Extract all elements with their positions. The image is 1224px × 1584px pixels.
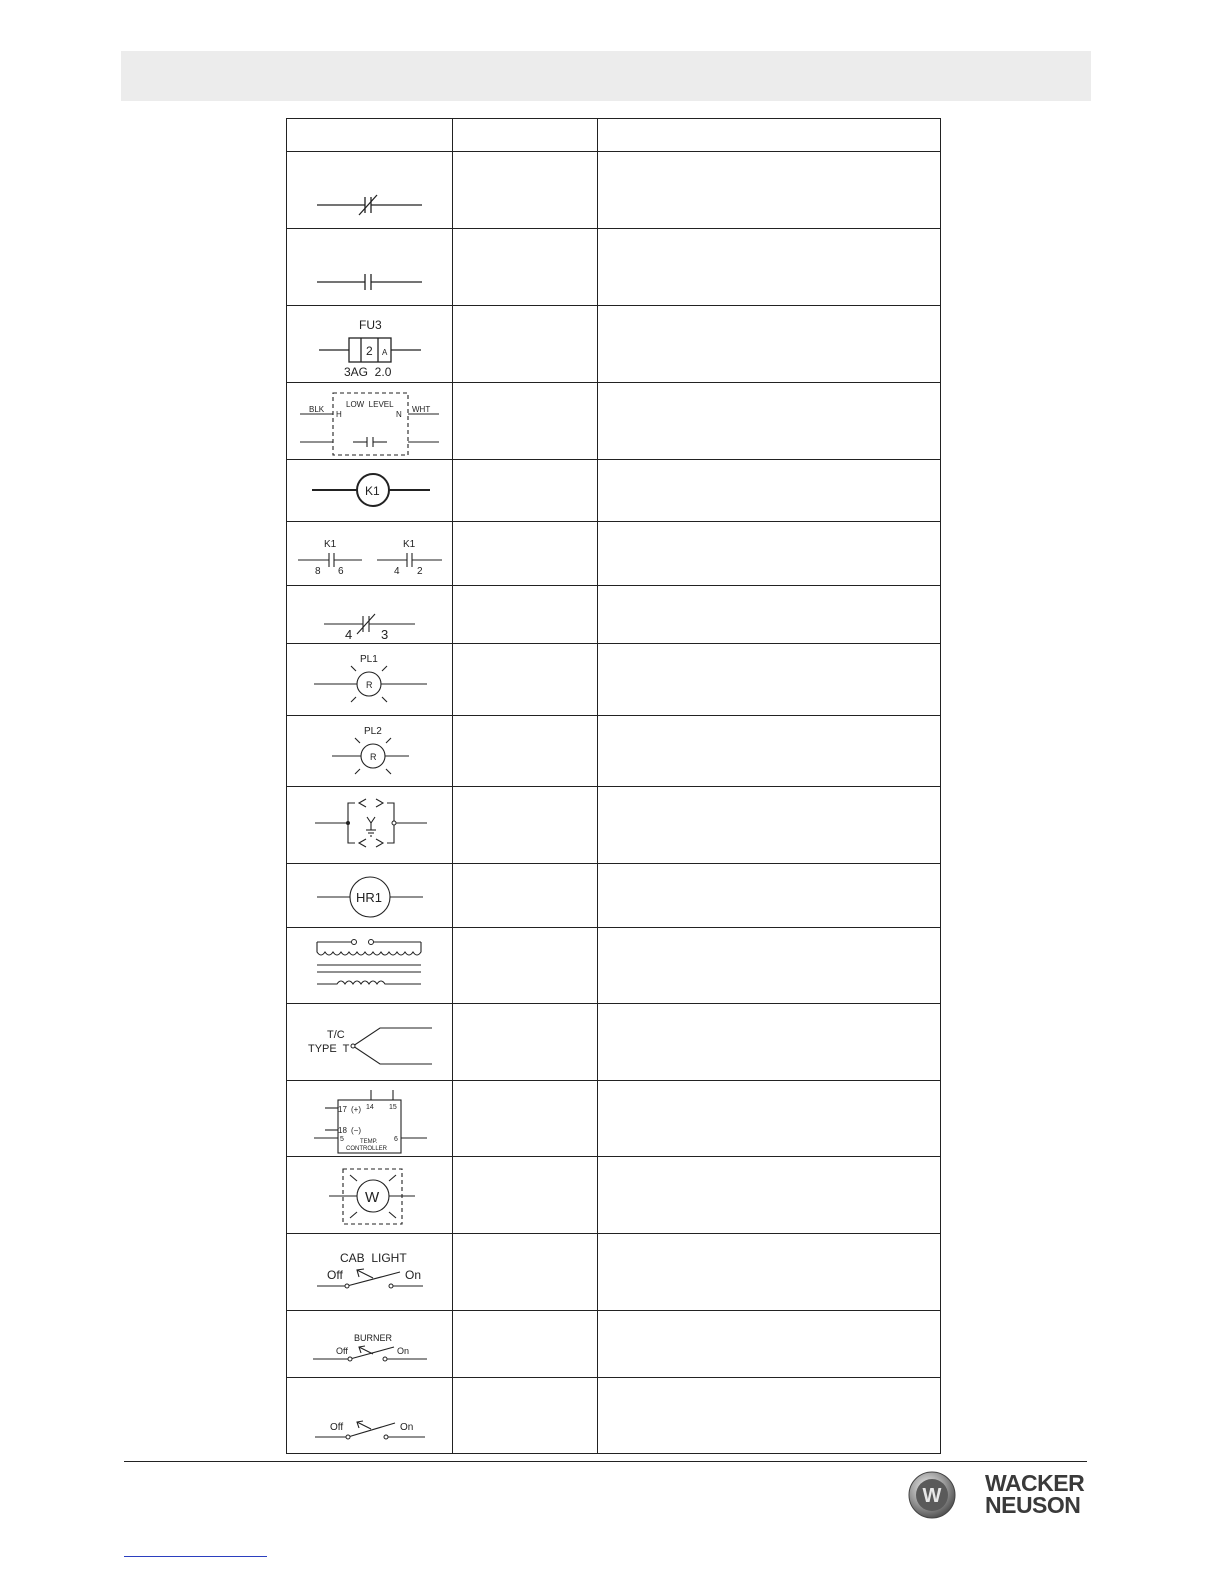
designation-cell [453,716,598,787]
designation-cell [453,383,598,460]
table-row [287,644,941,716]
logo-wordmark [985,1472,1084,1516]
header-designation [453,119,598,152]
thermocouple-symbol [287,1004,452,1080]
designation-cell [453,928,598,1004]
controller-label: CONTROLLER [346,1146,388,1152]
designation-cell [453,1311,598,1378]
temp-label: TEMP. [360,1139,378,1145]
transformer-symbol [287,928,452,1003]
wht-wire-label: WHT [412,405,431,414]
designation-cell [453,522,598,586]
terminal-6: 6 [394,1136,398,1143]
terminal-5: 5 [340,1136,344,1143]
normally-open-contact-symbol [287,229,452,305]
designation-cell [453,787,598,864]
nc-pin2: 3 [381,627,389,642]
table-row [287,864,941,928]
contact-a-pin1: 8 [315,566,321,577]
symbol-cell [287,1004,453,1081]
thermocouple-label: T/C [327,1029,345,1041]
terminal-17: 17 [338,1105,347,1114]
symbol-cell [287,460,453,522]
description-cell [598,383,941,460]
nc-pin1: 4 [345,627,353,642]
fuse-rating-label: 2 [366,344,373,358]
description-cell [598,152,941,229]
symbol-cell [287,1234,453,1311]
description-cell [598,864,941,928]
off-label: Off [327,1268,343,1282]
toggle-switch-symbol [287,1378,452,1453]
table-row [287,383,941,460]
logo-mark-letter: W [922,1485,942,1507]
relay-coil-symbol [287,460,452,521]
igniter-symbol [287,787,452,863]
description-cell [598,1311,941,1378]
switch-label: CAB LIGHT [340,1251,407,1265]
pilot-light-label: PL2 [364,726,382,737]
table-row [287,522,941,586]
table-header-row [287,119,941,152]
hot-terminal-label: H [336,410,342,419]
symbol-cell [287,1311,453,1378]
table-row [287,1378,941,1454]
symbol-cell [287,644,453,716]
designation-cell [453,152,598,229]
pilot-light-color: R [370,752,377,762]
designation-cell [453,1157,598,1234]
designation-cell [453,1081,598,1157]
description-cell [598,229,941,306]
table-row [287,787,941,864]
footer-rule [124,1461,1087,1462]
neutral-terminal-label: N [396,410,402,419]
table-row [287,716,941,787]
designation-cell [453,864,598,928]
symbol-cell [287,1081,453,1157]
bottom-link-underline[interactable] [124,1556,267,1557]
description-cell [598,644,941,716]
table-row [287,1157,941,1234]
terminal-15: 15 [389,1104,397,1111]
designation-cell [453,229,598,306]
symbol-cell [287,928,453,1004]
burner-switch-symbol [287,1311,452,1377]
on-label: On [400,1422,414,1433]
header-description [598,119,941,152]
table-row [287,1081,941,1157]
relay-nc-contact-symbol [287,586,452,643]
negative-label: (−) [351,1126,361,1135]
blk-wire-label: BLK [309,405,325,414]
symbol-cell [287,1157,453,1234]
on-label: On [405,1268,422,1282]
designation-cell [453,586,598,644]
designation-cell [453,460,598,522]
thermocouple-type: TYPE T [308,1043,350,1055]
table-row [287,152,941,229]
terminal-18: 18 [338,1126,347,1135]
hour-meter-symbol [287,864,452,927]
symbol-cell [287,787,453,864]
fuse-type-label: 3AG 2.0 [344,365,392,379]
symbol-cell [287,1378,453,1454]
wacker-neuson-logo [905,1468,1095,1522]
table-row [287,928,941,1004]
designation-cell [453,1004,598,1081]
description-cell [598,586,941,644]
symbol-cell [287,383,453,460]
contact-a-pin2: 6 [338,566,344,577]
designation-cell [453,1378,598,1454]
page-header-band [121,51,1091,101]
description-cell [598,716,941,787]
off-label: Off [330,1422,344,1433]
pilot-light-2-symbol [287,716,452,786]
description-cell [598,522,941,586]
wacker-neuson-logo-mark-icon [907,1470,957,1520]
logo-line-2: NEUSON [985,1492,1081,1518]
fuse-unit-label: A [382,348,388,357]
description-cell [598,306,941,383]
contact-b-label: K1 [403,539,416,550]
off-label: Off [336,1346,348,1356]
table-row [287,229,941,306]
fuse-id-label: FU3 [359,318,382,332]
low-level-switch-symbol [287,383,452,459]
table-row [287,1234,941,1311]
pilot-light-color: R [366,680,373,690]
description-cell [598,928,941,1004]
temperature-controller-symbol [287,1081,452,1156]
terminal-14: 14 [366,1104,374,1111]
table-row [287,306,941,383]
work-light-label: W [365,1189,380,1206]
table-row [287,1004,941,1081]
description-cell [598,1081,941,1157]
description-cell [598,1378,941,1454]
fuse-symbol [287,306,452,382]
contact-a-label: K1 [324,539,337,550]
table-row [287,1311,941,1378]
on-label: On [397,1346,410,1356]
description-cell [598,1004,941,1081]
relay-no-contacts-symbol [287,522,452,585]
description-cell [598,787,941,864]
hour-meter-label: HR1 [356,890,383,905]
cab-light-switch-symbol [287,1234,452,1310]
symbol-cell [287,152,453,229]
description-cell [598,460,941,522]
logo-line-1: WACKER [985,1470,1085,1496]
coil-label: K1 [365,484,380,498]
normally-closed-contact-symbol [287,152,452,228]
symbol-cell [287,522,453,586]
table-row [287,460,941,522]
designation-cell [453,1234,598,1311]
designation-cell [453,644,598,716]
switch-label: BURNER [354,1333,393,1343]
header-symbol [287,119,453,152]
description-cell [598,1234,941,1311]
symbol-cell [287,716,453,787]
pilot-light-1-symbol [287,644,452,715]
low-level-label: LOW LEVEL [346,400,394,409]
positive-label: (+) [351,1105,361,1114]
work-light-symbol [287,1157,452,1233]
symbol-cell [287,306,453,383]
contact-b-pin1: 4 [394,566,400,577]
symbol-cell [287,229,453,306]
pilot-light-label: PL1 [360,654,378,665]
symbol-cell [287,864,453,928]
table-row [287,586,941,644]
designation-cell [453,306,598,383]
symbol-cell [287,586,453,644]
symbol-table [286,118,941,1454]
description-cell [598,1157,941,1234]
contact-b-pin2: 2 [417,566,423,577]
